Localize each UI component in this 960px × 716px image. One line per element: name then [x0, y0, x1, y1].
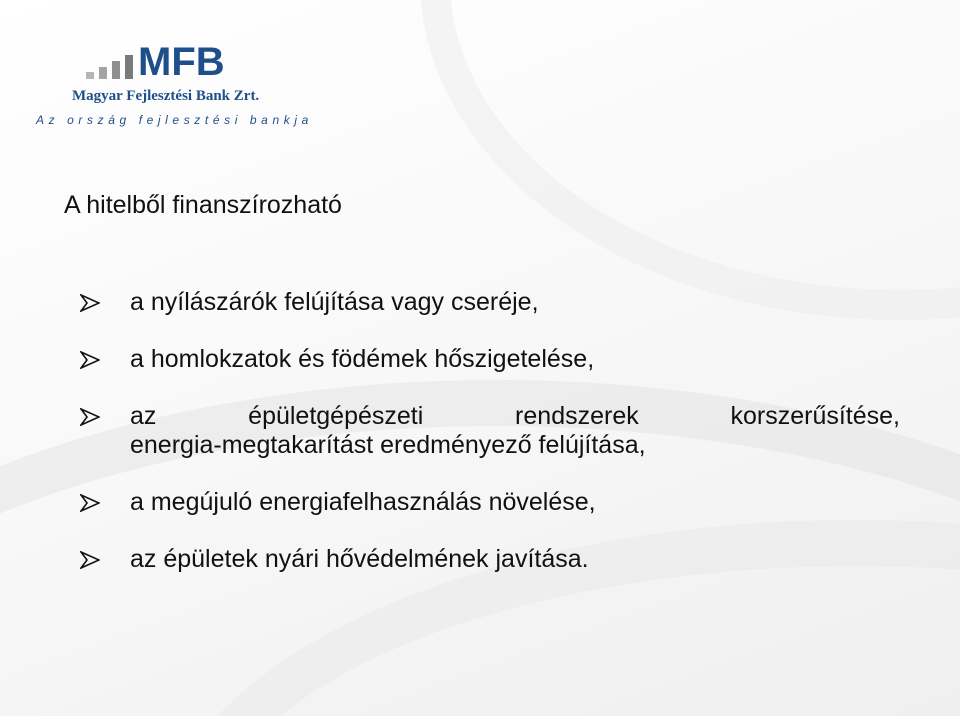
- bullet-text: a nyílászárók felújítása vagy cseréje,: [130, 288, 539, 316]
- logo-bar: [125, 55, 133, 79]
- arrowhead-bullet-icon: [80, 408, 100, 426]
- bullet-text-line: az épületgépészeti rendszerek korszerűsítése,: [130, 402, 900, 430]
- bullet-text: az épületek nyári hővédelmének javítása.: [130, 545, 589, 573]
- arrowhead-bullet-icon: [80, 551, 100, 569]
- logo-bar: [112, 61, 120, 79]
- bullet-item: [80, 288, 900, 317]
- mfb-logo: [36, 24, 313, 127]
- bullet-item: [80, 488, 900, 517]
- logo-wordmark: MFB: [138, 40, 225, 84]
- logo-bar: [99, 67, 107, 79]
- bullet-item: [80, 545, 900, 574]
- bullet-text-line: energia-megtakarítást eredményező felújítása,: [130, 431, 646, 459]
- bullet-list: [80, 288, 900, 574]
- arrowhead-bullet-icon: [80, 494, 100, 512]
- bullet-text: a megújuló energiafelhasználás növelése,: [130, 488, 596, 516]
- slide-heading: A hitelből finanszírozható: [64, 191, 342, 219]
- arrowhead-bullet-icon: [80, 294, 100, 312]
- logo-company-name: Magyar Fejlesztési Bank Zrt.: [72, 88, 260, 104]
- bullet-item: [80, 345, 900, 374]
- logo-tagline: Az ország fejlesztési bankja: [36, 113, 313, 127]
- bullet-item: [80, 402, 900, 460]
- background-swoosh: [420, 0, 960, 320]
- bullet-text: a homlokzatok és födémek hőszigetelése,: [130, 345, 595, 373]
- logo-bar: [86, 72, 94, 79]
- arrowhead-bullet-icon: [80, 351, 100, 369]
